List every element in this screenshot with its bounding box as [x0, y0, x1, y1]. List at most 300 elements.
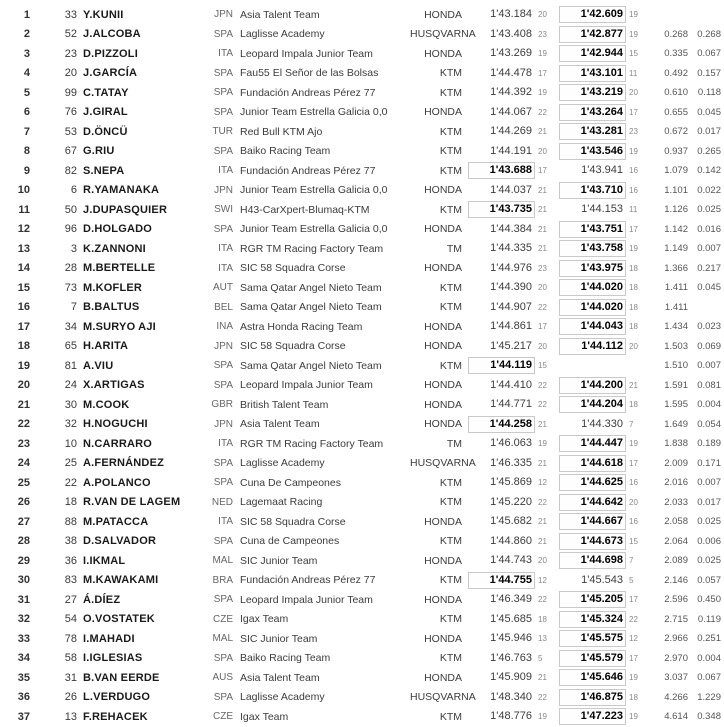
- time1-cell: 1'46.349: [490, 593, 532, 606]
- position-cell: 33: [17, 632, 30, 645]
- time1-cell: 1'46.335: [490, 456, 532, 469]
- rider-row[interactable]: [0, 25, 724, 45]
- team-cell: Cuna De Campeones: [240, 476, 341, 489]
- time2-cell: 1'42.877: [559, 26, 626, 43]
- time1-cell: 1'44.119: [468, 357, 535, 374]
- nation-cell: SWI: [214, 204, 233, 216]
- rider-row[interactable]: [0, 259, 724, 279]
- position-cell: 18: [17, 340, 30, 353]
- rider-row[interactable]: [0, 239, 724, 259]
- time1-cell: 1'46.063: [490, 437, 532, 450]
- lap2-cell: 19: [629, 439, 638, 449]
- gap-leader-cell: 2.715: [664, 613, 688, 625]
- lap1-cell: 22: [538, 497, 547, 507]
- lap2-cell: 18: [629, 692, 638, 702]
- rider-name-cell: M.SURYO AJI: [83, 320, 156, 333]
- rider-row[interactable]: [0, 395, 724, 415]
- rider-number-cell: 50: [64, 203, 77, 216]
- rider-name-cell: B.VAN EERDE: [83, 671, 160, 684]
- time2-cell: 1'42.609: [559, 6, 626, 23]
- nation-cell: SPA: [213, 477, 233, 489]
- lap1-cell: 21: [538, 517, 547, 527]
- position-cell: 3: [23, 47, 30, 60]
- lap1-cell: 12: [538, 575, 547, 585]
- time1-cell: 1'45.869: [490, 476, 532, 489]
- lap1-cell: 19: [538, 712, 547, 722]
- team-cell: Sama Qatar Angel Nieto Team: [240, 359, 382, 372]
- rider-name-cell: A.FERNÁNDEZ: [83, 457, 165, 470]
- team-cell: SIC Junior Team: [240, 554, 318, 567]
- position-cell: 36: [17, 691, 30, 704]
- nation-cell: INA: [216, 321, 233, 333]
- lap1-cell: 21: [538, 205, 547, 215]
- gap-leader-cell: 1.838: [664, 438, 688, 450]
- team-cell: Junior Team Estrella Galicia 0,0: [240, 223, 388, 236]
- gap-prev-cell: 0.023: [697, 321, 721, 333]
- time2-cell: 1'44.330: [581, 417, 623, 430]
- time1-cell: 1'45.946: [490, 632, 532, 645]
- gap-prev-cell: 0.450: [697, 594, 721, 606]
- rider-row[interactable]: [0, 220, 724, 240]
- lap2-cell: 18: [629, 322, 638, 332]
- gap-leader-cell: 2.016: [664, 477, 688, 489]
- position-cell: 4: [23, 67, 30, 80]
- gap-leader-cell: 0.268: [664, 28, 688, 40]
- rider-row[interactable]: [0, 512, 724, 532]
- rider-number-cell: 3: [70, 242, 77, 255]
- bike-cell: HONDA: [424, 398, 462, 411]
- gap-prev-cell: 1.229: [697, 691, 721, 703]
- gap-leader-cell: 1.411: [664, 282, 688, 294]
- rider-row[interactable]: [0, 142, 724, 162]
- time1-cell: 1'44.384: [490, 222, 532, 235]
- bike-cell: KTM: [439, 203, 462, 216]
- nation-cell: MAL: [212, 555, 233, 567]
- gap-leader-cell: 1.510: [664, 360, 688, 372]
- gap-leader-cell: 2.033: [664, 496, 688, 508]
- rider-number-cell: 52: [64, 28, 77, 41]
- bike-cell: KTM: [439, 535, 462, 548]
- lap1-cell: 22: [538, 692, 547, 702]
- time2-cell: 1'46.875: [559, 689, 626, 706]
- gap-prev-cell: 0.119: [697, 613, 721, 625]
- gap-prev-cell: 0.004: [697, 399, 721, 411]
- rider-row[interactable]: [0, 649, 724, 669]
- rider-name-cell: N.CARRARO: [83, 437, 153, 450]
- lap1-cell: 20: [538, 10, 547, 20]
- rider-number-cell: 99: [64, 86, 77, 99]
- team-cell: Asia Talent Team: [240, 418, 320, 431]
- time1-cell: 1'46.763: [490, 651, 532, 664]
- time2-cell: 1'43.975: [559, 260, 626, 277]
- team-cell: Laglisse Academy: [240, 28, 325, 41]
- rider-row[interactable]: [0, 434, 724, 454]
- position-cell: 15: [17, 281, 30, 294]
- nation-cell: AUS: [212, 672, 233, 684]
- position-cell: 20: [17, 379, 30, 392]
- nation-cell: MAL: [212, 633, 233, 645]
- gap-prev-cell: 0.016: [697, 223, 721, 235]
- time2-cell: 1'44.698: [559, 552, 626, 569]
- bike-cell: HONDA: [424, 320, 462, 333]
- rider-row[interactable]: [0, 122, 724, 142]
- lap1-cell: 20: [538, 283, 547, 293]
- nation-cell: CZE: [213, 711, 233, 723]
- rider-name-cell: D.SALVADOR: [83, 535, 157, 548]
- time2-cell: 1'44.667: [559, 513, 626, 530]
- rider-name-cell: M.BERTELLE: [83, 262, 156, 275]
- rider-name-cell: Á.DÍEZ: [83, 593, 121, 606]
- lap2-cell: 7: [629, 556, 634, 566]
- bike-cell: KTM: [439, 652, 462, 665]
- lap2-cell: 17: [629, 653, 638, 663]
- time1-cell: 1'44.191: [490, 144, 532, 157]
- lap2-cell: 20: [629, 341, 638, 351]
- lap1-cell: 15: [538, 361, 547, 371]
- team-cell: Leopard Impala Junior Team: [240, 593, 373, 606]
- rider-row[interactable]: [0, 629, 724, 649]
- lap2-cell: 15: [629, 49, 638, 59]
- lap2-cell: 5: [629, 575, 634, 585]
- position-cell: 14: [17, 262, 30, 275]
- position-cell: 11: [18, 203, 30, 216]
- gap-leader-cell: 4.266: [664, 691, 688, 703]
- rider-number-cell: 18: [64, 496, 77, 509]
- position-cell: 32: [17, 613, 30, 626]
- lap1-cell: 22: [538, 302, 547, 312]
- rider-row[interactable]: [0, 454, 724, 474]
- bike-cell: HONDA: [424, 418, 462, 431]
- gap-prev-cell: 0.054: [697, 418, 721, 430]
- lap1-cell: 12: [538, 478, 547, 488]
- nation-cell: SPA: [213, 223, 233, 235]
- lap2-cell: 17: [629, 224, 638, 234]
- rider-row[interactable]: [0, 44, 724, 64]
- rider-number-cell: 31: [64, 671, 77, 684]
- time2-cell: 1'44.020: [559, 279, 626, 296]
- bike-cell: HONDA: [424, 379, 462, 392]
- rider-name-cell: J.GIRAL: [83, 106, 128, 119]
- time2-cell: 1'44.618: [559, 455, 626, 472]
- lap1-cell: 22: [538, 380, 547, 390]
- time1-cell: 1'44.743: [490, 554, 532, 567]
- position-cell: 26: [17, 496, 30, 509]
- lap1-cell: 20: [538, 556, 547, 566]
- lap2-cell: 18: [629, 400, 638, 410]
- lap2-cell: 18: [629, 283, 638, 293]
- rider-name-cell: J.GARCÍA: [83, 67, 138, 80]
- rider-row[interactable]: [0, 181, 724, 201]
- rider-row[interactable]: [0, 571, 724, 591]
- gap-leader-cell: 1.142: [664, 223, 688, 235]
- nation-cell: ITA: [218, 165, 233, 177]
- team-cell: Red Bull KTM Ajo: [240, 125, 323, 138]
- bike-cell: HUSQVARNA: [410, 28, 476, 41]
- bike-cell: HONDA: [424, 262, 462, 275]
- lap1-cell: 22: [538, 400, 547, 410]
- rider-number-cell: 23: [64, 47, 77, 60]
- time2-cell: 1'45.324: [559, 611, 626, 628]
- rider-name-cell: H.NOGUCHI: [83, 418, 148, 431]
- rider-name-cell: K.ZANNONI: [83, 242, 146, 255]
- rider-name-cell: H.ARITA: [83, 340, 129, 353]
- bike-cell: KTM: [439, 613, 462, 626]
- rider-row[interactable]: [0, 376, 724, 396]
- rider-row[interactable]: [0, 688, 724, 708]
- position-cell: 13: [17, 242, 30, 255]
- lap1-cell: 17: [538, 322, 547, 332]
- gap-prev-cell: 0.067: [697, 672, 721, 684]
- team-cell: Fundación Andreas Pérez 77: [240, 86, 376, 99]
- gap-leader-cell: 2.058: [664, 516, 688, 528]
- nation-cell: JPN: [214, 9, 233, 21]
- rider-number-cell: 58: [64, 652, 77, 665]
- rider-name-cell: D.PIZZOLI: [83, 47, 138, 60]
- team-cell: Asia Talent Team: [240, 671, 320, 684]
- nation-cell: BEL: [214, 301, 233, 313]
- rider-number-cell: 7: [70, 301, 77, 314]
- nation-cell: BRA: [212, 574, 233, 586]
- rider-name-cell: I.MAHADI: [83, 632, 135, 645]
- nation-cell: ITA: [218, 262, 233, 274]
- bike-cell: HONDA: [424, 47, 462, 60]
- nation-cell: SPA: [213, 535, 233, 547]
- gap-prev-cell: 0.004: [697, 652, 721, 664]
- rider-number-cell: 25: [64, 457, 77, 470]
- position-cell: 23: [17, 437, 30, 450]
- rider-name-cell: B.BALTUS: [83, 301, 140, 314]
- team-cell: SIC 58 Squadra Corse: [240, 262, 346, 275]
- time1-cell: 1'43.408: [490, 27, 532, 40]
- rider-row[interactable]: [0, 200, 724, 220]
- gap-leader-cell: 1.079: [664, 165, 688, 177]
- lap1-cell: 17: [538, 68, 547, 78]
- rider-row[interactable]: [0, 278, 724, 298]
- rider-number-cell: 22: [64, 476, 77, 489]
- gap-prev-cell: 0.007: [697, 477, 721, 489]
- bike-cell: HONDA: [424, 106, 462, 119]
- lap2-cell: 16: [629, 185, 638, 195]
- lap2-cell: 19: [629, 146, 638, 156]
- lap2-cell: 19: [629, 244, 638, 254]
- time1-cell: 1'44.410: [490, 378, 532, 391]
- bike-cell: HUSQVARNA: [410, 691, 476, 704]
- rider-row[interactable]: [0, 551, 724, 571]
- time1-cell: 1'48.776: [490, 710, 532, 723]
- time2-cell: 1'43.941: [581, 164, 623, 177]
- rider-row[interactable]: [0, 161, 724, 181]
- nation-cell: GBR: [211, 399, 233, 411]
- team-cell: British Talent Team: [240, 398, 329, 411]
- rider-row[interactable]: [0, 590, 724, 610]
- time1-cell: 1'44.258: [468, 416, 535, 433]
- rider-name-cell: D.HOLGADO: [83, 223, 153, 236]
- time2-cell: 1'45.575: [559, 630, 626, 647]
- lap1-cell: 21: [538, 419, 547, 429]
- rider-row[interactable]: [0, 5, 724, 25]
- bike-cell: KTM: [439, 67, 462, 80]
- bike-cell: KTM: [439, 164, 462, 177]
- gap-leader-cell: 1.411: [664, 301, 688, 313]
- time2-cell: 1'44.200: [559, 377, 626, 394]
- gap-leader-cell: 1.366: [664, 262, 688, 274]
- position-cell: 27: [17, 515, 30, 528]
- rider-number-cell: 81: [64, 359, 77, 372]
- team-cell: Fundación Andreas Pérez 77: [240, 164, 376, 177]
- nation-cell: SPA: [213, 87, 233, 99]
- rider-row[interactable]: [0, 356, 724, 376]
- time2-cell: 1'44.447: [559, 435, 626, 452]
- position-cell: 16: [17, 301, 30, 314]
- time1-cell: 1'44.392: [490, 86, 532, 99]
- lap1-cell: 18: [538, 614, 547, 624]
- gap-prev-cell: 0.142: [697, 165, 721, 177]
- gap-prev-cell: 0.069: [697, 340, 721, 352]
- rider-row[interactable]: [0, 415, 724, 435]
- rider-number-cell: 38: [64, 535, 77, 548]
- rider-name-cell: R.YAMANAKA: [83, 184, 160, 197]
- rider-row[interactable]: [0, 707, 724, 727]
- rider-name-cell: G.RIU: [83, 145, 115, 158]
- rider-number-cell: 34: [64, 320, 77, 333]
- rider-row[interactable]: [0, 610, 724, 630]
- nation-cell: ITA: [218, 438, 233, 450]
- rider-name-cell: A.VIU: [83, 359, 114, 372]
- gap-leader-cell: 1.591: [664, 379, 688, 391]
- team-cell: Lagemaat Racing: [240, 496, 323, 509]
- gap-prev-cell: 0.217: [697, 262, 721, 274]
- gap-prev-cell: 0.057: [697, 574, 721, 586]
- rider-row[interactable]: [0, 298, 724, 318]
- rider-row[interactable]: [0, 83, 724, 103]
- time1-cell: 1'44.269: [490, 125, 532, 138]
- rider-name-cell: Y.KUNII: [83, 8, 124, 21]
- time2-cell: 1'43.219: [559, 84, 626, 101]
- gap-prev-cell: 0.025: [697, 516, 721, 528]
- time1-cell: 1'45.682: [490, 515, 532, 528]
- position-cell: 12: [17, 223, 30, 236]
- lap1-cell: 22: [538, 595, 547, 605]
- bike-cell: HONDA: [424, 515, 462, 528]
- time1-cell: 1'44.907: [490, 300, 532, 313]
- time2-cell: 1'43.546: [559, 143, 626, 160]
- lap2-cell: 20: [629, 88, 638, 98]
- rider-row[interactable]: [0, 493, 724, 513]
- position-cell: 28: [17, 535, 30, 548]
- lap1-cell: 19: [538, 49, 547, 59]
- rider-name-cell: O.VOSTATEK: [83, 613, 155, 626]
- gap-leader-cell: 2.146: [664, 574, 688, 586]
- position-cell: 9: [23, 164, 30, 177]
- gap-prev-cell: 0.067: [697, 48, 721, 60]
- position-cell: 22: [17, 418, 30, 431]
- lap2-cell: 19: [629, 29, 638, 39]
- gap-leader-cell: 1.149: [664, 243, 688, 255]
- gap-leader-cell: 2.009: [664, 457, 688, 469]
- time2-cell: 1'44.673: [559, 533, 626, 550]
- rider-row[interactable]: [0, 473, 724, 493]
- time2-cell: 1'42.944: [559, 45, 626, 62]
- lap1-cell: 20: [538, 341, 547, 351]
- rider-row[interactable]: [0, 64, 724, 84]
- nation-cell: AUT: [213, 282, 233, 294]
- nation-cell: ITA: [218, 516, 233, 528]
- lap2-cell: 21: [629, 380, 638, 390]
- position-cell: 5: [23, 86, 30, 99]
- lap2-cell: 11: [629, 205, 638, 215]
- team-cell: Fau55 El Señor de las Bolsas: [240, 67, 379, 80]
- time2-cell: 1'45.579: [559, 650, 626, 667]
- time2-cell: 1'43.281: [559, 123, 626, 140]
- position-cell: 19: [17, 359, 30, 372]
- rider-number-cell: 20: [64, 67, 77, 80]
- team-cell: Baiko Racing Team: [240, 145, 331, 158]
- team-cell: Igax Team: [240, 710, 289, 723]
- lap2-cell: 17: [629, 107, 638, 117]
- lap1-cell: 13: [538, 634, 547, 644]
- bike-cell: HONDA: [424, 632, 462, 645]
- rider-name-cell: I.IGLESIAS: [83, 652, 143, 665]
- position-cell: 17: [17, 320, 30, 333]
- position-cell: 1: [23, 8, 30, 21]
- bike-cell: KTM: [439, 359, 462, 372]
- bike-cell: HONDA: [424, 671, 462, 684]
- lap1-cell: 20: [538, 146, 547, 156]
- lap1-cell: 17: [538, 166, 547, 176]
- position-cell: 10: [17, 184, 30, 197]
- gap-leader-cell: 3.037: [664, 672, 688, 684]
- gap-prev-cell: 0.118: [697, 87, 721, 99]
- lap2-cell: 16: [629, 166, 638, 176]
- time2-cell: 1'45.205: [559, 591, 626, 608]
- rider-row[interactable]: [0, 317, 724, 337]
- nation-cell: ITA: [218, 243, 233, 255]
- position-cell: 21: [17, 398, 30, 411]
- gap-prev-cell: 0.171: [697, 457, 721, 469]
- rider-number-cell: 10: [64, 437, 77, 450]
- rider-row[interactable]: [0, 532, 724, 552]
- time1-cell: 1'44.755: [468, 572, 535, 589]
- rider-number-cell: 76: [64, 106, 77, 119]
- rider-row[interactable]: [0, 337, 724, 357]
- gap-leader-cell: 1.595: [664, 399, 688, 411]
- rider-name-cell: J.DUPASQUIER: [83, 203, 168, 216]
- time1-cell: 1'43.735: [468, 201, 535, 218]
- lap1-cell: 21: [538, 224, 547, 234]
- lap2-cell: 17: [629, 458, 638, 468]
- time1-cell: 1'45.220: [490, 495, 532, 508]
- rider-name-cell: S.NEPA: [83, 164, 125, 177]
- time2-cell: 1'43.101: [559, 65, 626, 82]
- nation-cell: SPA: [213, 145, 233, 157]
- time2-cell: 1'45.543: [581, 573, 623, 586]
- position-cell: 25: [17, 476, 30, 489]
- rider-number-cell: 78: [64, 632, 77, 645]
- gap-prev-cell: 0.007: [697, 360, 721, 372]
- bike-cell: TM: [446, 242, 462, 255]
- rider-name-cell: F.REHACEK: [83, 710, 148, 723]
- time1-cell: 1'44.335: [490, 242, 532, 255]
- lap2-cell: 12: [629, 634, 638, 644]
- lap1-cell: 21: [538, 536, 547, 546]
- team-cell: Junior Team Estrella Galicia 0,0: [240, 106, 388, 119]
- lap1-cell: 21: [538, 673, 547, 683]
- rider-row[interactable]: [0, 103, 724, 123]
- nation-cell: SPA: [213, 67, 233, 79]
- nation-cell: JPN: [214, 184, 233, 196]
- rider-row[interactable]: [0, 668, 724, 688]
- rider-name-cell: A.POLANCO: [83, 476, 151, 489]
